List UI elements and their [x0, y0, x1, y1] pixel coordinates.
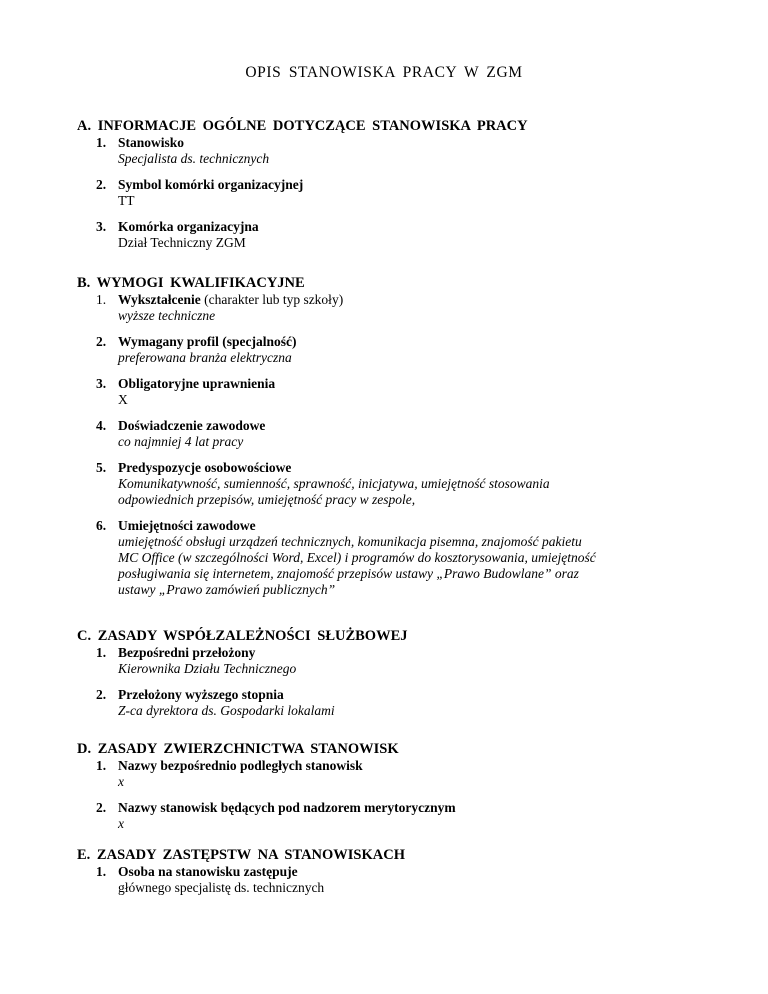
section-heading: [77, 740, 717, 758]
section-heading: [77, 846, 717, 864]
item-number: 1.: [96, 135, 107, 150]
item-value: Specjalista ds. technicznych: [118, 151, 270, 166]
item-value: Dział Techniczny ZGM: [118, 235, 246, 250]
item-number: 2.: [96, 800, 107, 815]
section-letter: B.: [77, 275, 91, 291]
item-label: Nazwy bezpośrednio podległych stanowisk: [118, 758, 363, 773]
item-value: wyższe techniczne: [118, 308, 216, 323]
item-value-line: MC Office (w szczególności Word, Excel) i programów do kosztorysowania, umiejętność: [118, 550, 596, 565]
item-value: x: [118, 816, 124, 831]
item-number: 3.: [96, 376, 107, 391]
section-d: [77, 740, 717, 832]
item-number: 2.: [96, 687, 107, 702]
item-value-line: Komunikatywność, sumienność, sprawność, inicjatywa, umiejętność stosowania: [118, 476, 550, 491]
section-b: [77, 274, 717, 598]
item-value: preferowana branża elektryczna: [118, 350, 292, 365]
section-title: INFORMACJE OGÓLNE DOTYCZĄCE STANOWISKA PRACY: [97, 118, 528, 134]
section-letter: E.: [77, 847, 91, 863]
section-a: [77, 117, 717, 251]
list-item: [77, 800, 717, 832]
item-label: Symbol komórki organizacyjnej: [118, 177, 304, 192]
section-letter: D.: [77, 741, 92, 757]
list-item: [77, 219, 717, 251]
item-label-note: (charakter lub typ szkoły): [200, 292, 344, 307]
item-number: 4.: [96, 418, 107, 433]
item-value-line: odpowiednich przepisów, umiejętność pracy w zespole,: [118, 492, 416, 507]
item-value: Kierownika Działu Technicznego: [118, 661, 297, 676]
list-item: [77, 645, 717, 677]
list-item: [77, 135, 717, 167]
item-number: 1.: [96, 645, 107, 660]
item-label: Bezpośredni przełożony: [118, 645, 256, 660]
section-c: [77, 627, 717, 719]
section-title: WYMOGI KWALIFIKACYJNE: [96, 275, 305, 291]
list-item: [77, 418, 717, 450]
item-label: Przełożony wyższego stopnia: [118, 687, 284, 702]
item-label: Doświadczenie zawodowe: [118, 418, 266, 433]
list-item: [77, 177, 717, 209]
item-number: 1.: [96, 864, 107, 879]
item-value-line: ustawy „Prawo zamówień publicznych”: [118, 582, 336, 597]
section-title: ZASADY WSPÓŁZALEŻNOŚCI SŁUŻBOWEJ: [97, 628, 408, 644]
section-heading: [77, 627, 717, 645]
list-item: [77, 864, 717, 896]
item-number: 3.: [96, 219, 107, 234]
item-label: Obligatoryjne uprawnienia: [118, 376, 276, 391]
item-value-line: posługiwania się internetem, znajomość przepisów ustawy „Prawo Budowlane” oraz: [118, 566, 579, 581]
item-value: X: [118, 392, 128, 407]
list-item: [77, 758, 717, 790]
item-label: Komórka organizacyjna: [118, 219, 259, 234]
item-value: TT: [118, 193, 135, 208]
item-value: co najmniej 4 lat pracy: [118, 434, 244, 449]
list-item: [77, 518, 717, 598]
section-heading: [77, 117, 717, 135]
item-label: Osoba na stanowisku zastępuje: [118, 864, 298, 879]
list-item: [77, 687, 717, 719]
item-label: Umiejętności zawodowe: [118, 518, 256, 533]
item-number: 1.: [96, 758, 107, 773]
item-number: 1.: [96, 292, 107, 307]
item-label: Stanowisko: [118, 135, 185, 150]
list-item: [77, 376, 717, 408]
section-letter: A.: [77, 118, 92, 134]
section-heading: [77, 274, 717, 292]
list-item: [77, 460, 717, 508]
item-label: Wymagany profil (specjalność): [118, 334, 297, 349]
item-number: 6.: [96, 518, 107, 533]
list-item: [77, 292, 717, 324]
list-item: [77, 334, 717, 366]
document-title: OPIS STANOWISKA PRACY W ZGM: [245, 64, 523, 81]
item-value: Z-ca dyrektora ds. Gospodarki lokalami: [118, 703, 335, 718]
item-label: Wykształcenie: [118, 292, 201, 307]
section-title: ZASADY ZASTĘPSTW NA STANOWISKACH: [96, 847, 405, 863]
section-e: [77, 846, 717, 896]
item-number: 2.: [96, 177, 107, 192]
item-number: 2.: [96, 334, 107, 349]
item-number: 5.: [96, 460, 107, 475]
item-value-line: umiejętność obsługi urządzeń technicznych, komunikacja pisemna, znajomość pakietu: [118, 534, 582, 549]
item-label: Nazwy stanowisk będących pod nadzorem merytorycznym: [118, 800, 456, 815]
item-label: Predyspozycje osobowościowe: [118, 460, 292, 475]
item-value: x: [118, 774, 124, 789]
section-letter: C.: [77, 628, 92, 644]
section-title: ZASADY ZWIERZCHNICTWA STANOWISK: [97, 741, 399, 757]
item-value: głównego specjalistę ds. technicznych: [118, 880, 325, 895]
